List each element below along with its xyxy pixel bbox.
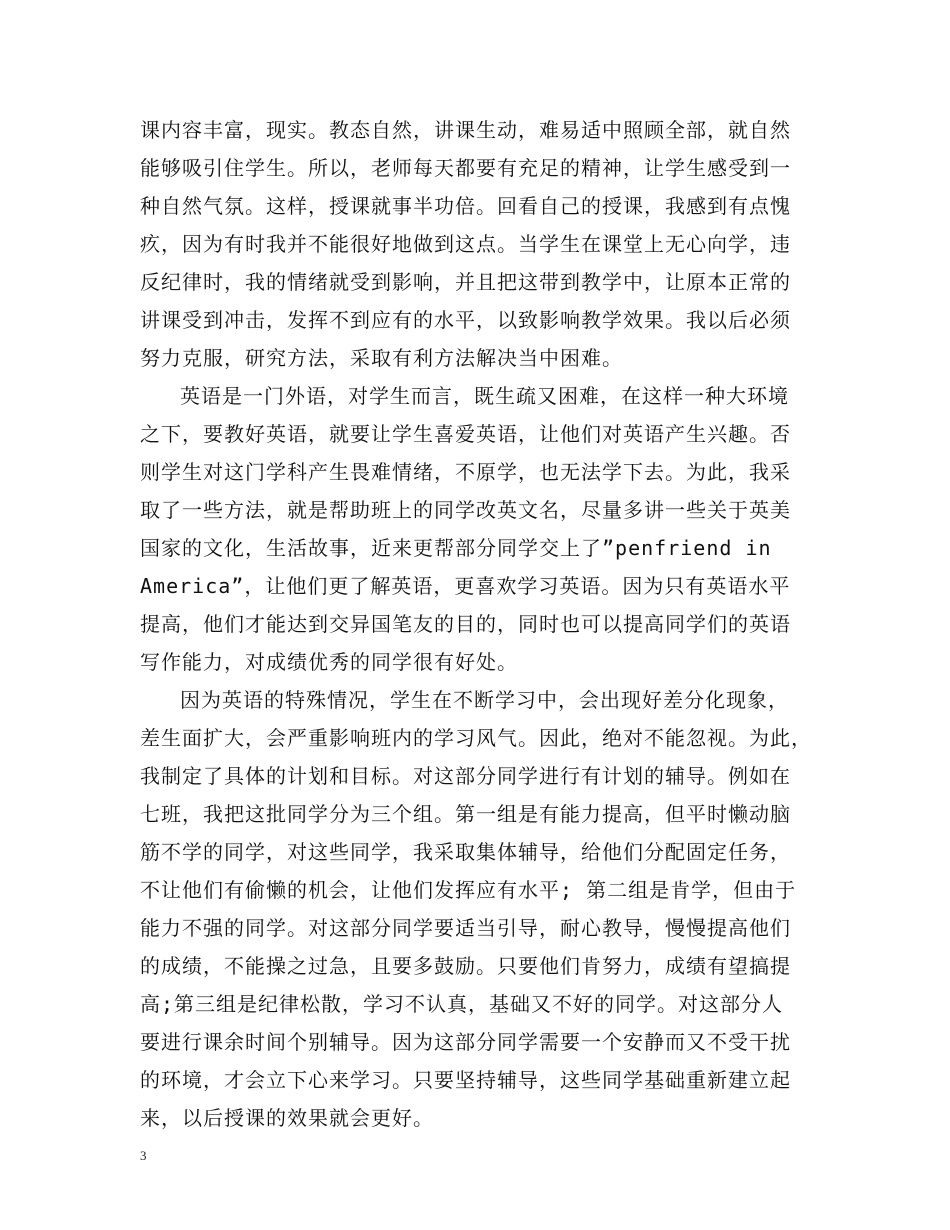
text-line: 我制定了具体的计划和目标。对这部分同学进行有计划的辅导。例如在 [140, 764, 791, 788]
text-line: 写作能力，对成绩优秀的同学很有好处。 [140, 650, 518, 674]
paragraph-first-line: 因为英语的特殊情况，学生在不断学习中，会出现好差分化现象， [180, 688, 789, 712]
text-line: 之下，要教好英语，就要让学生喜爱英语，让他们对英语产生兴趣。否 [140, 422, 791, 446]
text-line: 七班，我把这批同学分为三个组。第一组是有能力提高，但平时懒动脑 [140, 802, 791, 826]
paragraph-first-line: 英语是一门外语，对学生而言，既生疏又困难，在这样一种大环境 [180, 384, 789, 408]
text-line: 差生面扩大，会严重影响班内的学习风气。因此，绝对不能忽视。为此， [140, 726, 812, 750]
text-line: 能够吸引住学生。所以，老师每天都要有充足的精神，让学生感受到一 [140, 156, 791, 180]
text-line: 不让他们有偷懒的机会，让他们发挥应有水平; 第二组是肯学，但由于 [140, 878, 797, 902]
text-line: 反纪律时，我的情绪就受到影响，并且把这带到教学中，让原本正常的 [140, 270, 791, 294]
text-line: 提高，他们才能达到交异国笔友的目的，同时也可以提高同学们的英语 [140, 612, 791, 636]
text-line: 则学生对这门学科产生畏难情绪，不原学，也无法学下去。为此，我采 [140, 460, 791, 484]
page-number: 3 [140, 1148, 147, 1163]
text-line: 来，以后授课的效果就会更好。 [140, 1106, 434, 1130]
text-line: 讲课受到冲击，发挥不到应有的水平，以致影响教学效果。我以后必须 [140, 308, 791, 332]
text-line: 能力不强的同学。对这部分同学要适当引导，耐心教导，慢慢提高他们 [140, 916, 791, 940]
text-line: 筋不学的同学，对这些同学，我采取集体辅导，给他们分配固定任务， [140, 840, 791, 864]
text-line: 努力克服，研究方法，采取有利方法解决当中困难。 [140, 346, 623, 370]
text-line: 课内容丰富，现实。教态自然，讲课生动，难易适中照顾全部，就自然 [140, 118, 791, 142]
text-line: 取了一些方法，就是帮助班上的同学改英文名，尽量多讲一些关于英美 [140, 498, 791, 522]
text-line: 疚，因为有时我并不能很好地做到这点。当学生在课堂上无心向学，违 [140, 232, 791, 256]
text-line: America”，让他们更了解英语，更喜欢学习英语。因为只有英语水平 [140, 574, 791, 598]
text-line: 国家的文化，生活故事，近来更帮部分同学交上了”penfriend in [140, 536, 772, 560]
text-line: 高;第三组是纪律松散，学习不认真，基础又不好的同学。对这部分人 [140, 992, 784, 1016]
text-line: 种自然气氛。这样，授课就事半功倍。回看自己的授课，我感到有点愧 [140, 194, 791, 218]
text-line: 的成绩，不能操之过急，且要多鼓励。只要他们肯努力，成绩有望搞提 [140, 954, 791, 978]
text-line: 要进行课余时间个别辅导。因为这部分同学需要一个安静而又不受干扰 [140, 1030, 791, 1054]
text-line: 的环境，才会立下心来学习。只要坚持辅导，这些同学基础重新建立起 [140, 1068, 791, 1092]
